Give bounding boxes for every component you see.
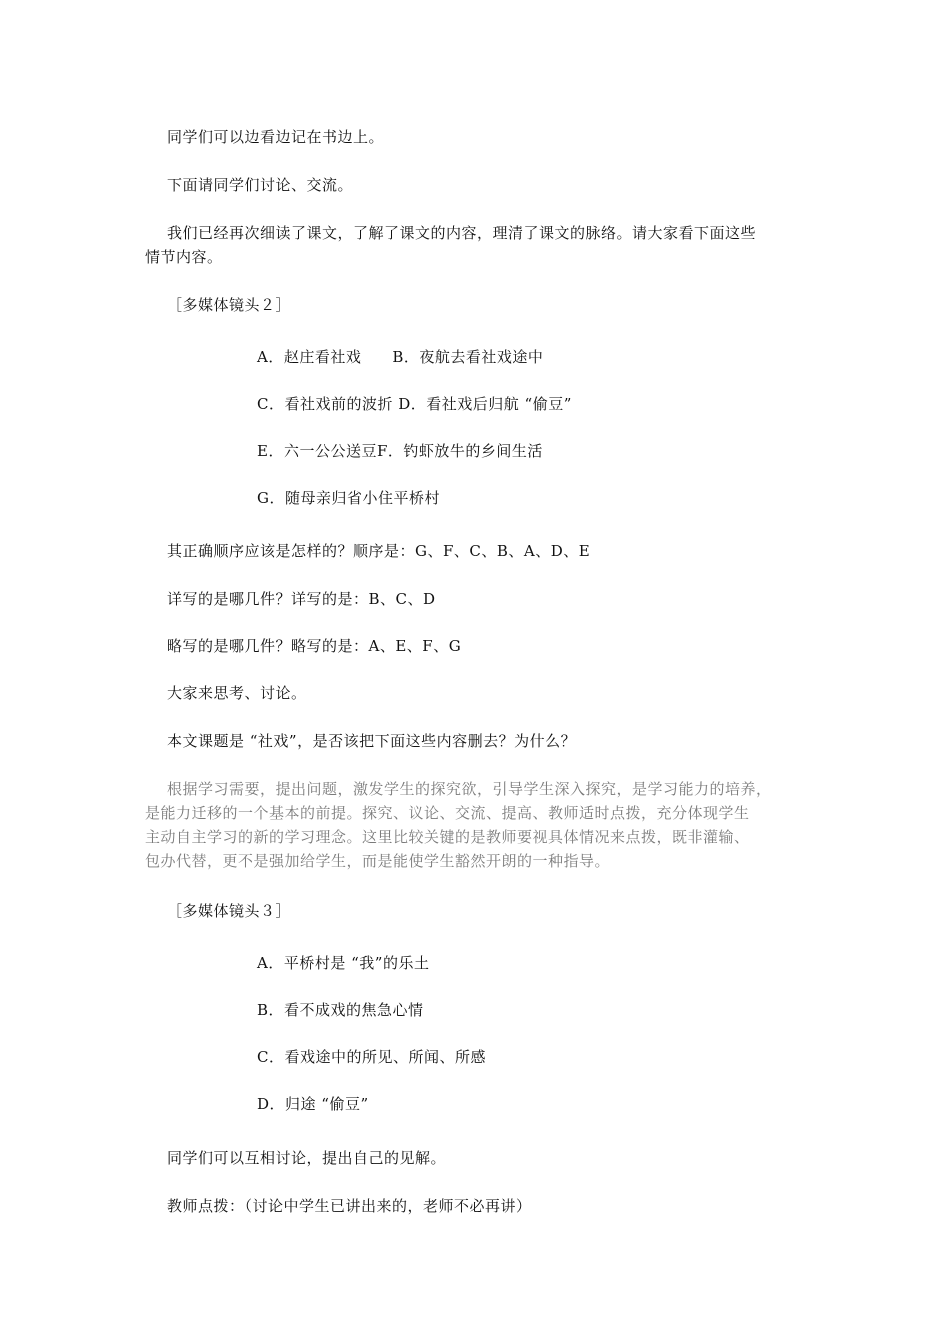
paragraph-reread-line1: 我们已经再次细读了课文，了解了课文的内容，理清了课文的脉络。请大家看下面这些	[167, 224, 757, 242]
question-brief: 略写的是哪几件？略写的是：A、E、F、G	[167, 637, 462, 655]
content-option-a: A．平桥村是 “我”的乐土	[257, 954, 430, 972]
content-option-c: C．看戏途中的所见、所闻、所感	[257, 1048, 486, 1066]
content-option-d: D．归途 “偷豆”	[257, 1095, 369, 1113]
teaching-note-line2: 是能力迁移的一个基本的前提。探究、议论、交流、提高、教师适时点拨，充分体现学生	[145, 804, 750, 822]
teaching-note-line3: 主动自主学习的新的学习理念。这里比较关键的是教师要视具体情况来点拨，既非灌输、	[145, 828, 750, 846]
plot-option-ef: E．六一公公送豆F．钓虾放牛的乡间生活	[257, 442, 543, 460]
plot-option-cd: C．看社戏前的波折 D．看社戏后归航 “偷豆”	[257, 395, 572, 413]
discuss-views: 同学们可以互相讨论，提出自己的见解。	[167, 1149, 447, 1167]
plot-option-g: G．随母亲归省小住平桥村	[257, 489, 440, 507]
media-shot-3-heading: ［多媒体镜头３］	[167, 902, 292, 920]
media-shot-2-heading: ［多媒体镜头２］	[167, 296, 292, 314]
plot-option-ab: A．赵庄看社戏 B．夜航去看社戏途中	[257, 348, 544, 366]
question-detailed: 详写的是哪几件？详写的是：B、C、D	[167, 590, 436, 608]
paragraph-note-margin: 同学们可以边看边记在书边上。	[167, 128, 385, 146]
teacher-guidance: 教师点拨：（讨论中学生已讲出来的，老师不必再讲）	[167, 1197, 532, 1215]
content-option-b: B．看不成戏的焦急心情	[257, 1001, 424, 1019]
question-order: 其正确顺序应该是怎样的？顺序是：G、F、C、B、A、D、E	[167, 542, 591, 560]
teaching-note-line1: 根据学习需要，提出问题，激发学生的探究欲，引导学生深入探究，是学习能力的培养，	[167, 780, 772, 798]
think-discuss: 大家来思考、讨论。	[167, 684, 307, 702]
paragraph-discuss-prompt: 下面请同学们讨论、交流。	[167, 176, 354, 194]
teaching-note-line4: 包办代替，更不是强加给学生，而是能使学生豁然开朗的一种指导。	[145, 852, 611, 870]
paragraph-reread-line2: 情节内容。	[145, 248, 223, 266]
question-title: 本文课题是 “社戏”，是否该把下面这些内容删去？为什么？	[167, 732, 577, 750]
